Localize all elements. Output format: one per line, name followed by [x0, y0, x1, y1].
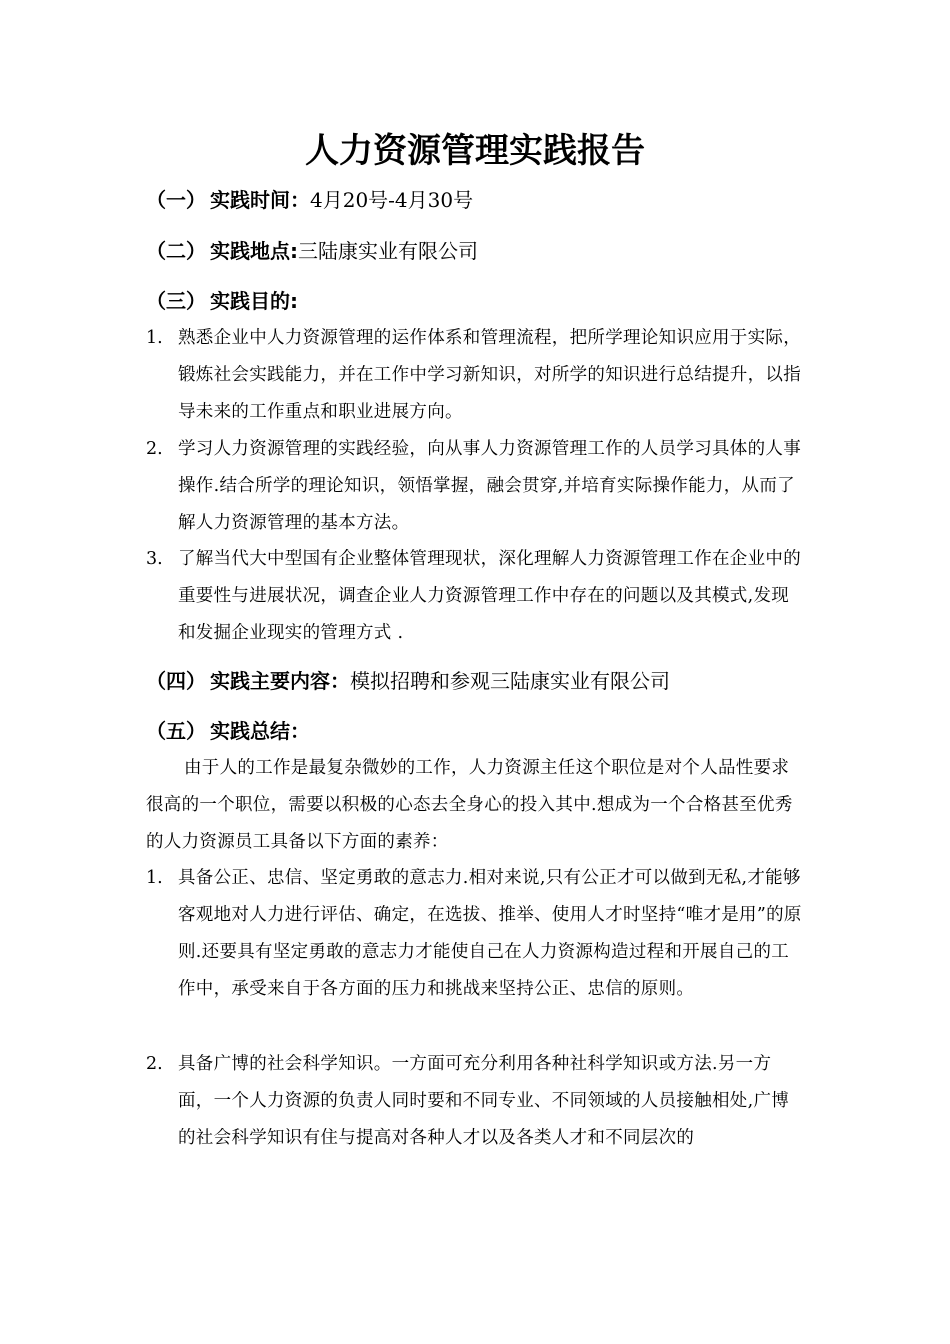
- list-item-number: 2.: [146, 439, 163, 459]
- list-item-number: 3.: [146, 549, 163, 569]
- list-item: [146, 860, 806, 1008]
- list-item: [146, 541, 806, 652]
- list-item-text: 了解当代大中型国有企业整体管理现状，深化理解人力资源管理工作在企业中的重要性与进展状况，调查企业人力资源管理工作中存在的问题以及其模式,发现和发掘企业现实的管理方式 .: [178, 549, 801, 643]
- summary-paragraph: 由于人的工作是最复杂微妙的工作，人力资源主任这个职位是对个人品性要求很高的一个职位，需要以积极的心态去全身心的投入其中.想成为一个合格甚至优秀的人力资源员工具备以下方面的素养：: [146, 758, 793, 852]
- section-number: （四）: [146, 669, 206, 693]
- section-label: 实践主要内容：: [210, 669, 350, 693]
- list-item-number: 1.: [146, 328, 163, 348]
- section-number: （二）: [146, 239, 206, 263]
- list-item: [146, 431, 806, 542]
- section-value: 三陆康实业有限公司: [298, 239, 478, 263]
- section-heading-location: [146, 236, 826, 266]
- section-value: 模拟招聘和参观三陆康实业有限公司: [350, 669, 670, 693]
- list-item-text: 学习人力资源管理的实践经验，向从事人力资源管理工作的人员学习具体的人事操作.结合所学的理论知识，领悟掌握，融会贯穿,并培育实际操作能力，从而了解人力资源管理的基本方法。: [178, 439, 801, 533]
- list-item-number: 1.: [146, 868, 163, 888]
- list-item: [146, 320, 806, 431]
- section-heading-content: [146, 666, 826, 696]
- section-label: 实践时间：: [210, 188, 310, 212]
- list-item-text: 具备公正、忠信、坚定勇敢的意志力.相对来说,只有公正才可以做到无私,才能够客观地对人力进行评估、确定，在选拔、推举、使用人才时坚持“唯才是用”的原则.还要具有坚定勇敢的意志力才能使自己在人力资源构造过程和开展自己的工作中，承受来自于各方面的压力和挑战来坚持公正、忠信的原则。: [178, 868, 802, 999]
- section-label: 实践地点:: [210, 239, 298, 263]
- list-item-number: 2.: [146, 1054, 163, 1074]
- section-heading-summary: [146, 716, 826, 746]
- section-number: （五）: [146, 719, 206, 743]
- section-number: （三）: [146, 289, 206, 313]
- page-title: 人力资源管理实践报告: [305, 131, 645, 171]
- list-item-text: 熟悉企业中人力资源管理的运作体系和管理流程，把所学理论知识应用于实际，锻炼社会实践能力，并在工作中学习新知识，对所学的知识进行总结提升，以指导未来的工作重点和职业进展方向。: [178, 328, 801, 422]
- list-item-text: 具备广博的社会科学知识。一方面可充分利用各种社科学知识或方法.另一方面，一个人力资源的负责人同时要和不同专业、不同领域的人员接触相处,广博的社会科学知识有住与提高对各种人才以及各类人才和不同层次的: [178, 1054, 790, 1148]
- section-label: 实践总结：: [210, 719, 310, 743]
- section-label: 实践目的:: [210, 289, 298, 313]
- section-heading-time: [146, 185, 826, 215]
- section-value: 4月20号-4月30号: [310, 188, 474, 212]
- section-heading-purpose: [146, 286, 826, 316]
- section-number: （一）: [146, 188, 206, 212]
- list-item: [146, 1046, 806, 1157]
